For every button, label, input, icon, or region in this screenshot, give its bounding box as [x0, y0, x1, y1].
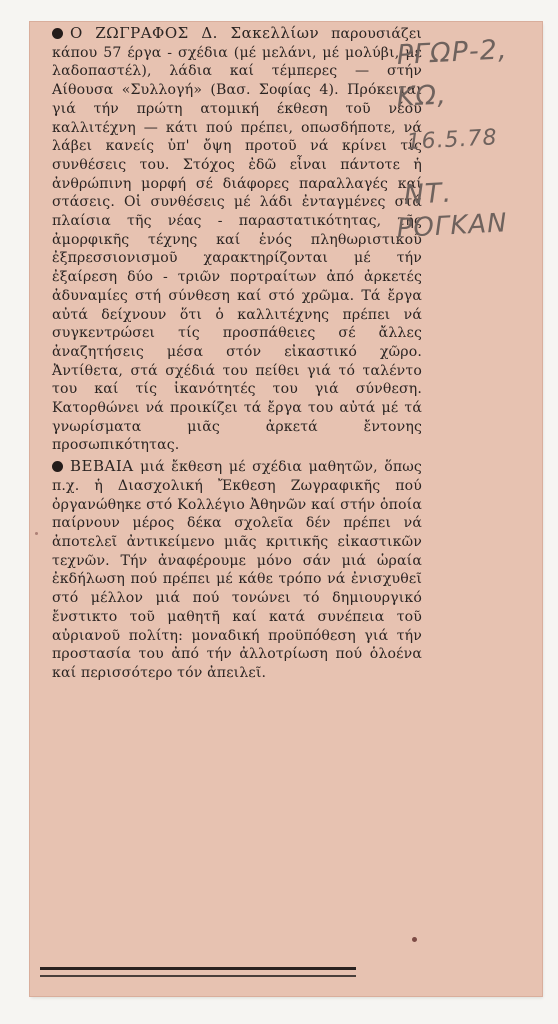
handwritten-date: 16.5.78	[406, 125, 499, 155]
bottom-rule	[40, 967, 356, 970]
bullet-icon	[52, 461, 63, 472]
newspaper-clipping	[30, 22, 542, 996]
article-paragraph-2	[52, 457, 422, 682]
handwritten-note: ΚΩ,	[396, 79, 448, 113]
paragraph-lead: ΒΕΒΑΙΑ	[70, 457, 134, 476]
paper-speck	[35, 532, 38, 535]
paragraph-lead: Ο ΖΩΓΡΑΦΟΣ Δ. Σακελλίων	[70, 24, 320, 42]
handwritten-note: ΡΟΓΚΑΝ	[396, 208, 509, 244]
paragraph-body: μιά ἔκθεση μέ σχέδια μαθητῶν, ὅπως π.χ. ἡ Διασχολική Ἔκθεση Ζωγραφικῆς πού ὀργανώθηκε στό Κολλέγιο Ἀθηνῶν καί στήν ὁποία παίρνουν μέρος δέκα σχολεῖα δέν πρέπει νά ἀποτελεῖ ἀντικείμενο μιᾶς κριτικῆς εἰκαστικῶν τεχνῶν. Τήν ἀναφέρουμε μόνο σάν μιά ὡραία ἐκδήλωση πού πρέπει μέ κάθε τρόπο νά ἐνισχυθεῖ στό μέλλον μιά πού τονώνει τό δημιουργικό ἔνστικτο τοῦ μαθητῆ καί κατά συνέπεια τοῦ αὐριανοῦ πολίτη: μοναδική προϋπόθεση γιά τήν προστασία του ἀπό τήν ἀλλοτρίωση πού ὁλοένα καί περισσότερο τόν ἀπειλεῖ.	[52, 459, 422, 681]
paper-speck	[412, 937, 417, 942]
handwritten-note: ΡΓΩΡ-2,	[396, 34, 509, 71]
article-column	[52, 24, 422, 683]
handwritten-note: ΝΤ.	[403, 177, 453, 211]
bottom-rule-secondary	[40, 975, 356, 977]
article-paragraph-1	[52, 24, 422, 455]
bullet-icon	[52, 28, 63, 39]
paragraph-body: παρουσιάζει κάπου 57 έργα - σχέδια (μέ μελάνι, μέ μολύβι, μέ λαδοπαστέλ), λάδια καί τέμπερες — στήν Αίθουσα «Συλλογή» (Βασ. Σοφίας 4). Πρόκειται γιά τήν πρώτη ατομική έκθεση τοῦ νέου καλλιτέχνη — κάτι πού πρέπει, οπωσδήποτε, νά λάβει κανείς ὑπ' ὄψη προτοῦ νά κρίνει τίς συνθέσεις του. Στόχος ἐδῶ εἶναι πάντοτε ἡ ἀνθρώπινη μορφή σέ διάφορες παραλλαγές καί στάσεις. Οἱ συνθέσεις μέ λάδι ἐνταγμένες στά πλαίσια τῆς νέας - παραστατικότητας, τῆς ἀμορφικῆς τέχνης καί ἑνός πληθωριστικοῦ ἐξπρεσσιονισμοῦ χαρακτηρίζονται μέ τήν ἐξαίρεση δύο - τριῶν πορτραίτων ἀπό ἀρκετές ἀδυναμίες στή σύνθεση καί στό χρῶμα. Τά ἔργα αὐτά δείχνουν ὅτι ὁ καλλιτέχνης πρέπει νά συγκεντρώσει τίς προσπάθειες σέ ἄλλες ἀναζητήσεις μέσα στόν εἰκαστικό χῶρο. Ἀντίθετα, στά σχέδιά του πείθει γιά τό ταλέντο του καί τίς ἱκανότητές του γιά σύνθεση. Κατορθώνει νά προικίζει τά ἔργα του αὐτά μέ τά γνωρίσματα μιᾶς ἀρκετά ἔντονης προσωπικότητας.	[52, 26, 422, 454]
